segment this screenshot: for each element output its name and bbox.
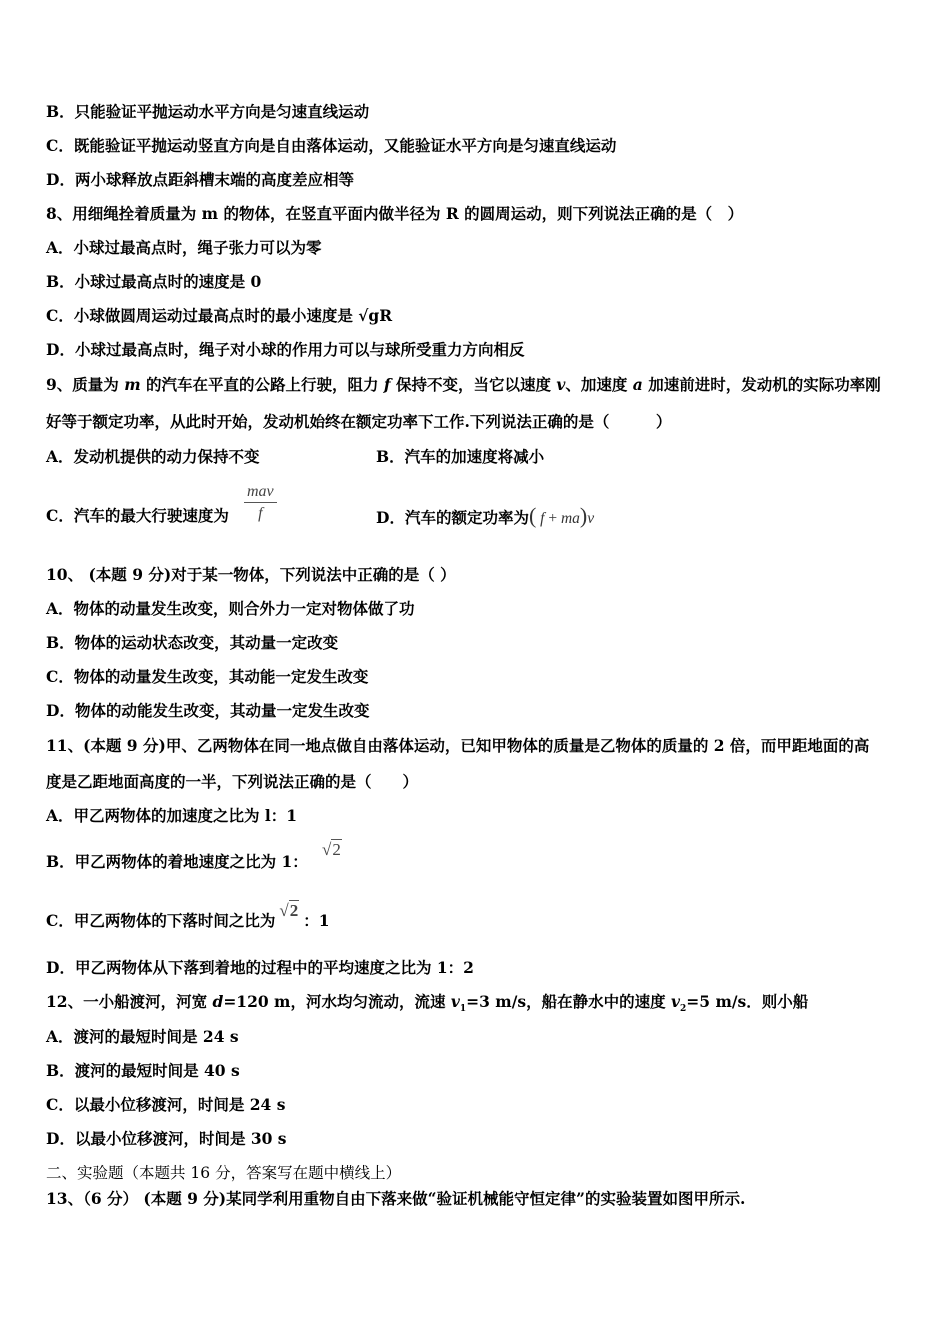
var-a: a [632, 375, 643, 394]
q8-option-a: A．小球过最高点时，绳子张力可以为零 [46, 238, 322, 257]
q11-stem-line1: 11、(本题 9 分)甲、乙两物体在同一地点做自由落体运动，已知甲物体的质量是乙物体的质量的 2 倍，而甲距地面的高 [46, 736, 870, 755]
q9-option-c: C．汽车的最大行驶速度为 [46, 506, 229, 525]
q8-option-c: C．小球做圆周运动过最高点时的最小速度是 √gR [46, 306, 393, 325]
q10-option-a: A．物体的动量发生改变，则合外力一定对物体做了功 [46, 599, 415, 618]
q10-option-d: D．物体的动能发生改变，其动量一定发生改变 [46, 701, 370, 720]
q9-option-b: B．汽车的加速度将减小 [376, 447, 545, 466]
q10-option-b: B．物体的运动状态改变，其动量一定改变 [46, 633, 339, 652]
q8-option-b: B．小球过最高点时的速度是 0 [46, 272, 262, 291]
q11-stem-line2: 度是乙距地面高度的一半，下列说法正确的是（ ） [46, 772, 419, 791]
q9-stem-line2: 好等于额定功率，从此时开始，发动机始终在额定功率下工作.下列说法正确的是（ ） [46, 412, 672, 431]
q11-option-a: A．甲乙两物体的加速度之比为 l：1 [46, 806, 298, 825]
q10-option-c: C．物体的动量发生改变，其动能一定发生改变 [46, 667, 369, 686]
q7-option-c: C．既能验证平抛运动竖直方向是自由落体运动，又能验证水平方向是匀速直线运动 [46, 136, 617, 155]
q9-option-d: D．汽车的额定功率为( f + ma)v [376, 503, 595, 528]
sqrt-2-symbol: √2 [279, 901, 299, 920]
q12-option-a: A．渡河的最短时间是 24 s [46, 1027, 239, 1046]
q7-option-b: B．只能验证平抛运动水平方向是匀速直线运动 [46, 102, 370, 121]
power-formula: ( f + ma)v [528, 503, 595, 528]
section-heading: 二、实验题（本题共 16 分，答案写在题中横线上） [46, 1164, 402, 1182]
q12-option-b: B．渡河的最短时间是 40 s [46, 1061, 240, 1080]
q10-stem: 10、 (本题 9 分)对于某一物体，下列说法中正确的是（ ） [46, 565, 456, 584]
q9-option-a: A．发动机提供的动力保持不变 [46, 447, 260, 466]
fraction-denominator: f [258, 505, 263, 522]
q8-option-d: D．小球过最高点时，绳子对小球的作用力可以与球所受重力方向相反 [46, 340, 525, 359]
var-m: m [124, 375, 141, 394]
q12-option-c: C．以最小位移渡河，时间是 24 s [46, 1095, 286, 1114]
var-f: f [383, 375, 391, 394]
q13-stem: 13、（6 分） (本题 9 分)某同学利用重物自由下落来做“验证机械能守恒定律”的实验装置如图甲所示. [46, 1189, 746, 1208]
q12-stem: 12、一小船渡河，河宽 d=120 m，河水均匀流动，流速 $v_1=3$ m/s，船在静水中的速度 $v_2=5$ m/s．则小船 [46, 992, 809, 1015]
q9-stem-line1: 9、质量为 m 的汽车在平直的公路上行驶，阻力 f 保持不变，当它以速度 v、加速度 a 加速前进时，发动机的实际功率刚 [46, 375, 881, 394]
q11-option-b: B．甲乙两物体的着地速度之比为 1： [46, 852, 308, 871]
q8-stem: 8、用细绳拴着质量为 m 的物体，在竖直平面内做半径为 R 的圆周运动，则下列说法正确的是（ ） [46, 204, 744, 223]
q11-option-c: C．甲乙两物体的下落时间之比为√2：1 [46, 901, 330, 930]
q12-option-d: D．以最小位移渡河，时间是 30 s [46, 1129, 287, 1148]
q11-option-d: D．甲乙两物体从下落到着地的过程中的平均速度之比为 1：2 [46, 958, 474, 977]
fraction-numerator: mav [244, 482, 277, 503]
q7-option-d: D．两小球释放点距斜槽末端的高度差应相等 [46, 170, 354, 189]
fraction-mav-over-f [244, 482, 277, 525]
var-v: v [556, 375, 566, 394]
sqrt-2-symbol: √2 [322, 840, 341, 859]
